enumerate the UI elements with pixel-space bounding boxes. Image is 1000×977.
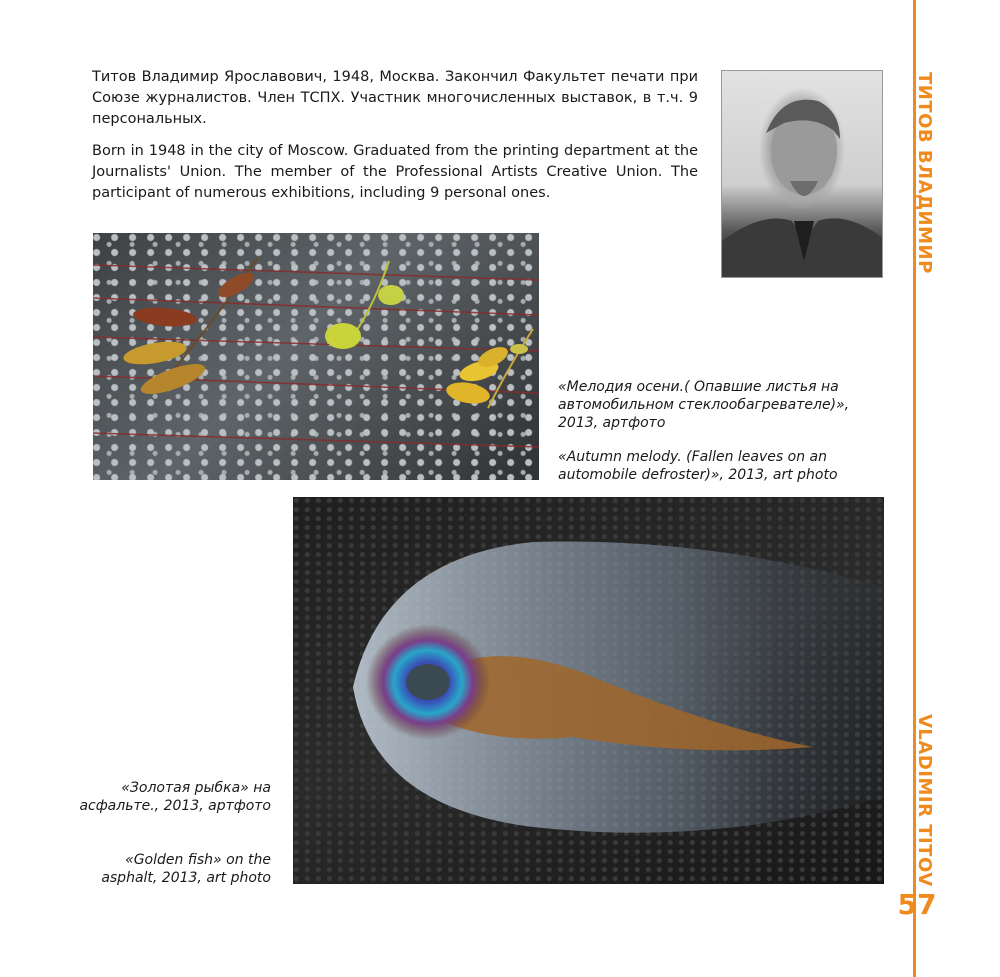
page-number: 57 xyxy=(897,888,937,921)
autumn-melody-photo xyxy=(93,233,539,480)
leaves-caption-ru: «Мелодия осени.( Опавшие листья на автомобильном стеклообагревателе)», 2013, артфото xyxy=(558,379,850,431)
golden-fish-photo xyxy=(293,497,884,884)
leaves-caption-en: «Autumn melody. (Fallen leaves on an automobile defroster)», 2013, art photo xyxy=(558,449,838,483)
autumn-leaves-artwork xyxy=(93,233,539,480)
golden-fish-artwork xyxy=(293,497,884,884)
bio-text-ru: Титов Владимир Ярославович, 1948, Москва. Закончил Факультет печати при Союзе журналистов. Член ТСПХ. Участник многочисленных выставок, в т.ч. 9 персональных. xyxy=(92,69,698,127)
bio-text-en: Born in 1948 in the city of Moscow. Graduated from the printing department at the Journalists' Union. The member of the Professional Artists Creative Union. The participant of numerous exhibitions, including 9 personal ones. xyxy=(92,143,698,201)
author-portrait-photo xyxy=(721,70,883,278)
author-name-en: VLADIMIR TITOV xyxy=(914,714,935,887)
fish-caption-ru: «Золотая рыбка» на асфальте., 2013, артфото xyxy=(79,780,271,814)
fish-caption-en: «Golden fish» on the asphalt, 2013, art photo xyxy=(101,852,271,886)
author-name-ru: ТИТОВ ВЛАДИМИР xyxy=(914,72,935,274)
portrait-figure xyxy=(722,71,883,278)
